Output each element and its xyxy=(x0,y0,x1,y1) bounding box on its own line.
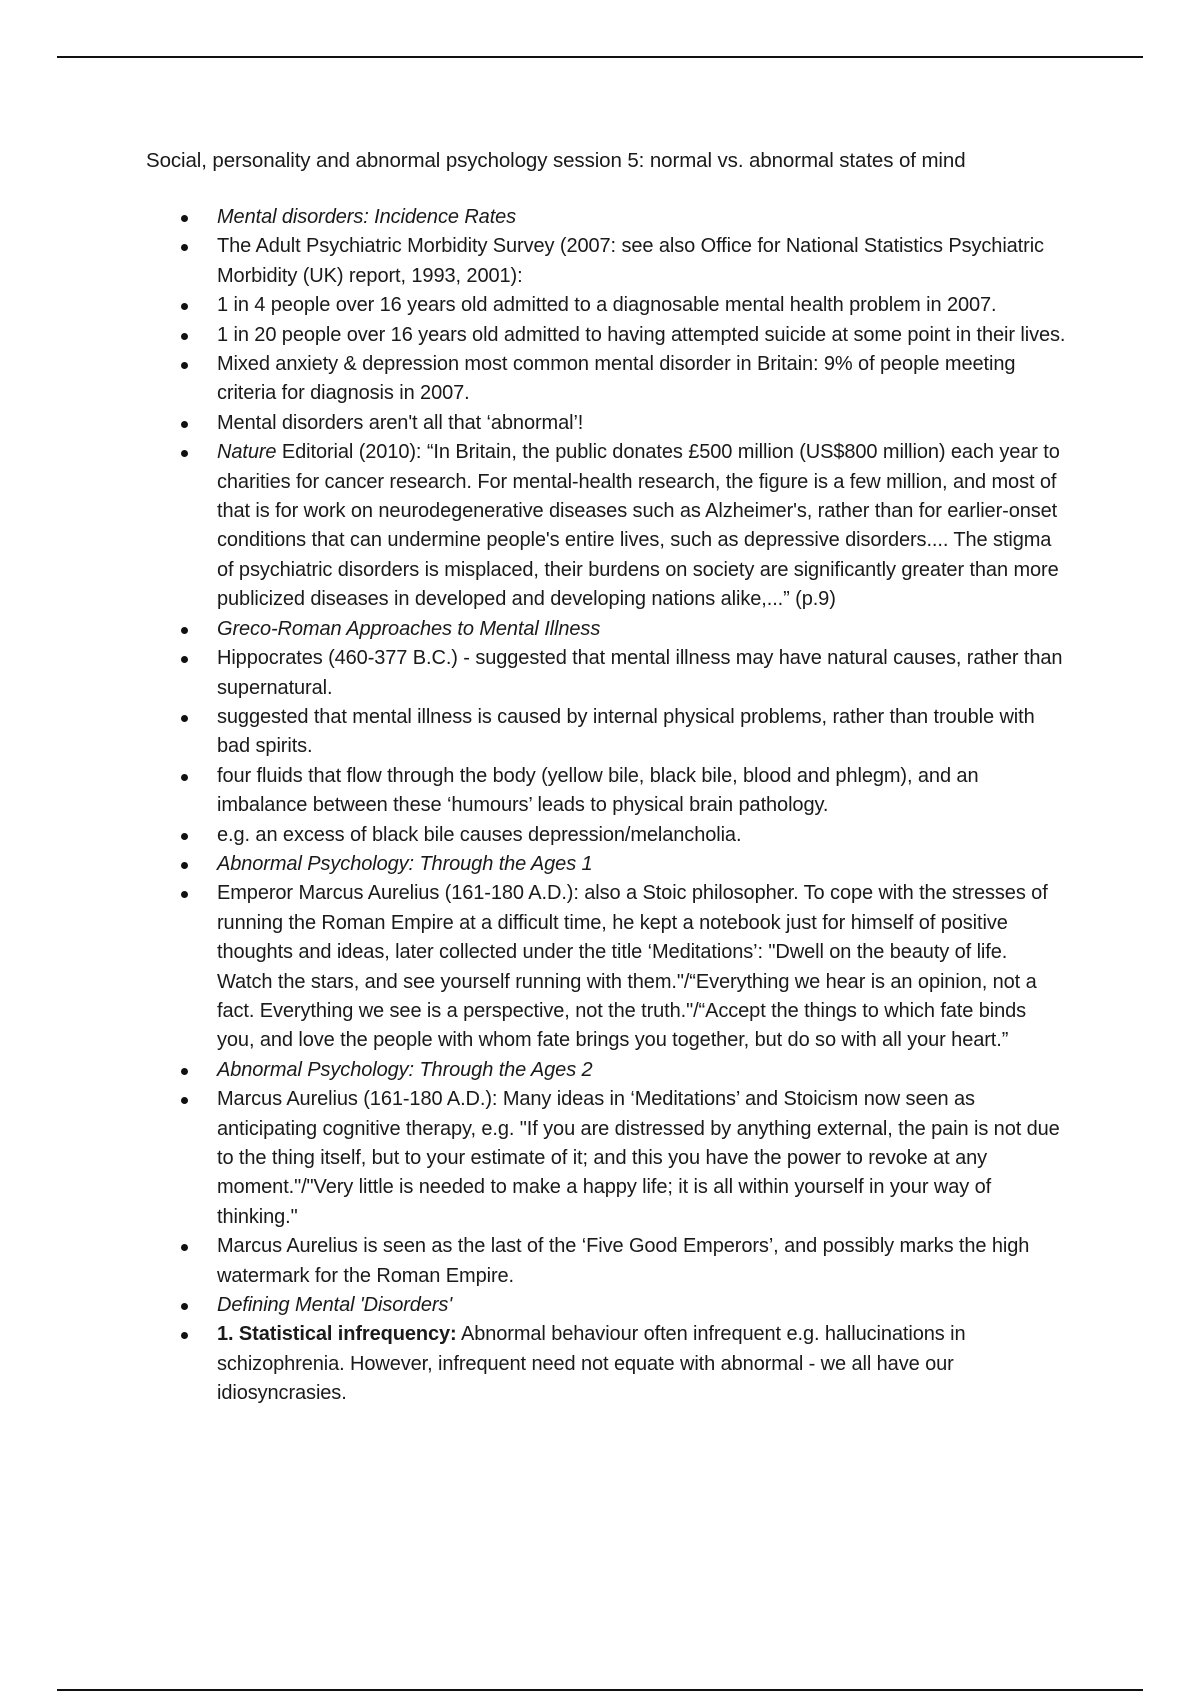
list-item xyxy=(217,321,1067,350)
list-item-text: e.g. an excess of black bile causes depression/melancholia. xyxy=(217,823,742,846)
list-item-text: Emperor Marcus Aurelius (161-180 A.D.): also a Stoic philosopher. To cope with the stresses of running the Roman Empire at a difficult time, he kept a notebook just for himself of positive thoughts and ideas, later collected under the title ‘Meditations’: "Dwell on the beauty of life. Watch the stars, and see yourself running with them."/“Everything we hear is an opinion, not a fact. Everything we see is a perspective, not the truth."/“Accept the things to which fate binds you, and love the people with whom fate brings you together, but do so with all your heart.” xyxy=(217,882,1048,1052)
page-title: Social, personality and abnormal psychology session 5: normal vs. abnormal states of mind xyxy=(146,149,966,172)
list-item xyxy=(217,232,1067,291)
section-heading: Abnormal Psychology: Through the Ages 2 xyxy=(217,1058,593,1081)
list-item-text: Hippocrates (460-377 B.C.) - suggested that mental illness may have natural causes, rather than supernatural. xyxy=(217,647,1063,699)
list-item xyxy=(217,821,1067,850)
bullet-icon xyxy=(181,715,188,722)
section-heading: Abnormal Psychology: Through the Ages 1 xyxy=(217,852,593,875)
list-item-text: The Adult Psychiatric Morbidity Survey (2007: see also Office for National Statistics Psychiatric Morbidity (UK) report, 1993, 2001): xyxy=(217,235,1044,287)
bullet-icon xyxy=(181,333,188,340)
list-item-text: Editorial (2010): “In Britain, the public donates £500 million (US$800 million) each year to charities for cancer research. For mental-health research, the figure is a few million, and most of that is for work on neurodegenerative diseases such as Alzheimer's, rather than for earlier-onset conditions that can undermine people's entire lives, such as depressive disorders.... The stigma of psychiatric disorders is misplaced, their burdens on society are significantly greater than more publicized diseases in developed and developing nations alike,...” (p.9) xyxy=(217,441,1060,611)
bullet-icon xyxy=(181,450,188,457)
list-item-text: Marcus Aurelius is seen as the last of the ‘Five Good Emperors’, and possibly marks the high watermark for the Roman Empire. xyxy=(217,1235,1030,1287)
list-item xyxy=(217,1291,1067,1320)
list-item-text: Marcus Aurelius (161-180 A.D.): Many ideas in ‘Meditations’ and Stoicism now seen as anticipating cognitive therapy, e.g. "If you are distressed by anything external, the pain is not due to the thing itself, but to your estimate of it; and this you have the power to revoke at any moment."/"Very little is needed to make a happy life; it is all within yourself in your way of thinking." xyxy=(217,1088,1060,1228)
bullet-icon xyxy=(181,1244,188,1251)
list-item xyxy=(217,203,1067,232)
list-item xyxy=(217,762,1067,821)
list-item xyxy=(217,703,1067,762)
list-item xyxy=(217,291,1067,320)
bullet-icon xyxy=(181,421,188,428)
list-item xyxy=(217,615,1067,644)
list-item-text: Mixed anxiety & depression most common mental disorder in Britain: 9% of people meeting criteria for diagnosis in 2007. xyxy=(217,353,1016,405)
list-item xyxy=(217,1056,1067,1085)
footer-rule xyxy=(57,1689,1143,1691)
list-item xyxy=(217,850,1067,879)
journal-name: Nature xyxy=(217,441,277,464)
bullet-icon xyxy=(181,627,188,634)
bullet-icon xyxy=(181,1097,188,1104)
section-heading: Defining Mental 'Disorders' xyxy=(217,1294,453,1317)
list-item-text: Abnormal behaviour often infrequent e.g. hallucinations in schizophrenia. However, infrequent need not equate with abnormal - we all have our idiosyncrasies. xyxy=(217,1323,966,1405)
bullet-icon xyxy=(181,244,188,251)
bullet-icon xyxy=(181,1068,188,1075)
list-item-text: four fluids that flow through the body (yellow bile, black bile, blood and phlegm), and an imbalance between these ‘humours’ leads to physical brain pathology. xyxy=(217,764,979,817)
list-item-text: 1 in 4 people over 16 years old admitted to a diagnosable mental health problem in 2007. xyxy=(217,294,997,317)
list-item-text: suggested that mental illness is caused by internal physical problems, rather than trouble with bad spirits. xyxy=(217,705,1035,758)
list-item xyxy=(217,1320,1067,1408)
list-item xyxy=(217,438,1067,614)
bullet-icon xyxy=(181,656,188,663)
header-rule xyxy=(57,56,1143,58)
bullet-icon xyxy=(181,303,188,310)
list-item-text: 1 in 20 people over 16 years old admitted to having attempted suicide at some point in their lives. xyxy=(217,323,1066,346)
bullet-list xyxy=(217,203,1067,1409)
section-heading: Mental disorders: Incidence Rates xyxy=(217,206,517,228)
bullet-icon xyxy=(181,833,188,840)
list-item xyxy=(217,409,1067,438)
list-item-text: Mental disorders aren't all that ‘abnormal’! xyxy=(217,411,584,434)
list-item xyxy=(217,644,1067,703)
list-item xyxy=(217,1085,1067,1232)
bullet-icon xyxy=(181,1332,188,1339)
bullet-icon xyxy=(181,362,188,369)
bullet-icon xyxy=(181,774,188,781)
list-item xyxy=(217,350,1067,409)
term-label: 1. Statistical infrequency: xyxy=(217,1323,457,1346)
bullet-icon xyxy=(181,862,188,869)
bullet-icon xyxy=(181,215,188,222)
bullet-icon xyxy=(181,891,188,898)
bullet-icon xyxy=(181,1303,188,1310)
list-item xyxy=(217,879,1067,1055)
section-heading: Greco-Roman Approaches to Mental Illness xyxy=(217,617,601,640)
list-item xyxy=(217,1232,1067,1291)
